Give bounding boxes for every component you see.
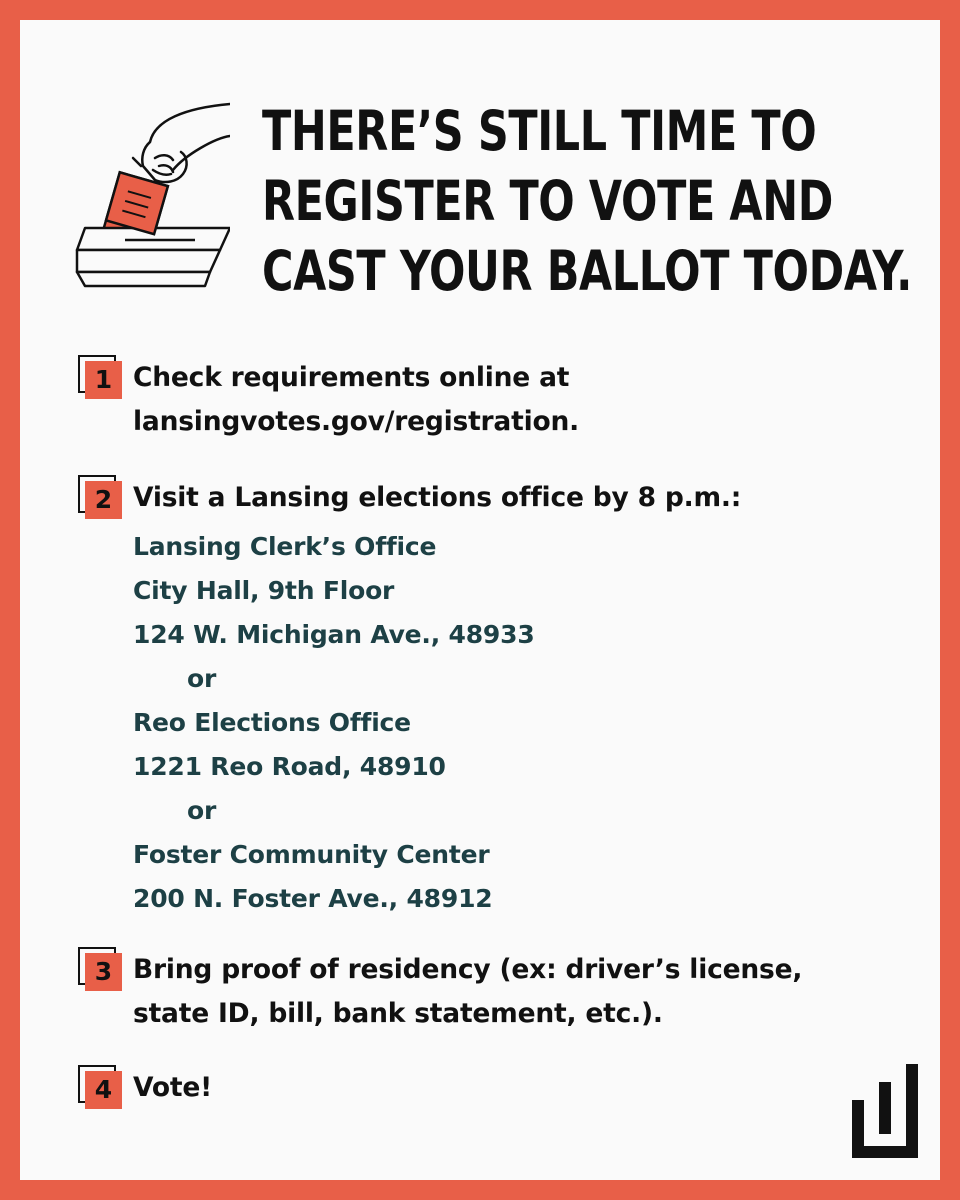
step-text [133, 476, 741, 520]
step-text [133, 356, 579, 444]
step-number: 2 [94, 485, 113, 514]
step-text [133, 948, 802, 1036]
location-separator: or [187, 664, 217, 693]
hand-dropping-ballot-icon [55, 100, 230, 300]
step-number-badge [78, 475, 122, 519]
step-text-line: Visit a Lansing elections office by 8 p.m.: [133, 482, 742, 513]
step-text-line: lansingvotes.gov/registration. [133, 406, 579, 437]
location-line: 1221 Reo Road, 48910 [133, 752, 446, 781]
office-locations [133, 525, 535, 921]
location-line: 200 N. Foster Ave., 48912 [133, 884, 493, 913]
location-line: Reo Elections Office [133, 708, 411, 737]
step-number: 1 [94, 365, 113, 394]
step-number-badge [78, 1065, 122, 1109]
location-separator: or [187, 796, 217, 825]
location-line: Lansing Clerk’s Office [133, 532, 437, 561]
location-line: Foster Community Center [133, 840, 490, 869]
step-text-line: Bring proof of residency (ex: driver’s license, [133, 954, 803, 985]
step-text-line: Vote! [133, 1072, 212, 1103]
step-number-badge [78, 947, 122, 991]
location-line: 124 W. Michigan Ave., 48933 [133, 620, 535, 649]
step-number: 3 [94, 957, 113, 986]
flyer-card [20, 20, 940, 1180]
step-text-line: Check requirements online at [133, 362, 570, 393]
headline-line: CAST YOUR BALLOT TODAY. [262, 239, 913, 303]
headline [262, 96, 912, 306]
bar-chart-logo-icon [852, 1064, 918, 1158]
headline-line: REGISTER TO VOTE AND [262, 169, 833, 233]
step-number-badge [78, 355, 122, 399]
headline-line: THERE’S STILL TIME TO [262, 99, 817, 163]
step-text [133, 1066, 212, 1110]
step-text-line: state ID, bill, bank statement, etc.). [133, 998, 663, 1029]
step-number: 4 [94, 1075, 113, 1104]
location-line: City Hall, 9th Floor [133, 576, 395, 605]
